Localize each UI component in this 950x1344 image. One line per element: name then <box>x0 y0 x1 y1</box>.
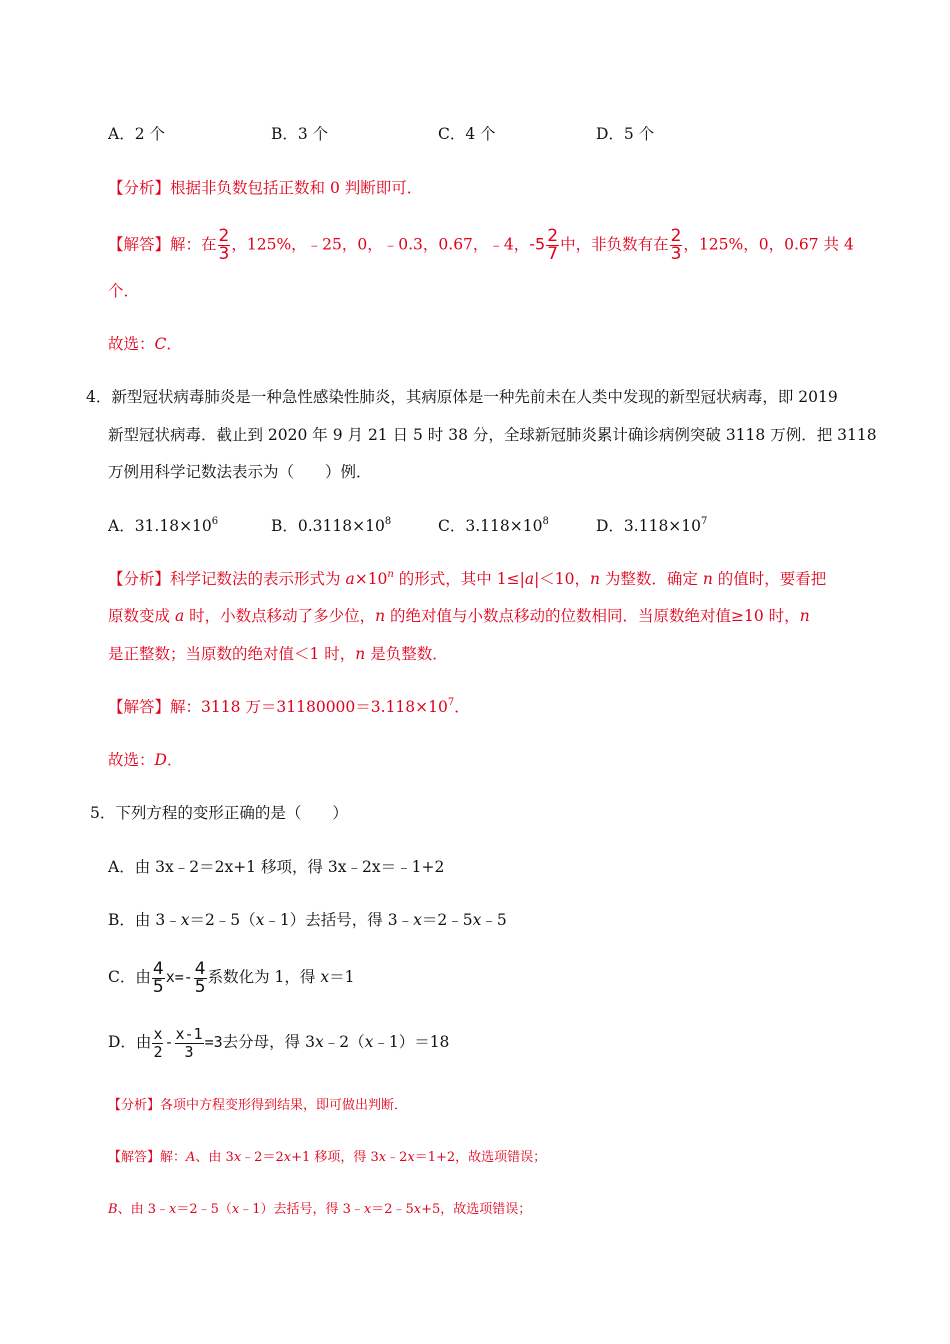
option-text: D．由 <box>108 1033 152 1051</box>
q5-option-c <box>108 957 354 997</box>
option-exponent: 7 <box>701 516 708 527</box>
analysis-text: |＜10， <box>534 570 591 588</box>
q3-option-b: B．3 个 <box>271 125 329 143</box>
answer-text: ﹣2 <box>386 1150 408 1165</box>
frac-numerator: 2 <box>218 226 230 246</box>
frac-denominator: 3 <box>218 244 230 264</box>
choice-prefix: 故选： <box>108 751 155 769</box>
q4-option-c <box>438 515 549 537</box>
var-x: x <box>283 1150 292 1165</box>
answer-exponent: 7 <box>447 697 455 708</box>
option-text: 去分母，得 3 <box>222 1033 315 1051</box>
frac-denominator: 5 <box>152 976 164 997</box>
frac-numerator: 4 <box>152 958 164 979</box>
option-text: ﹣1）＝18 <box>373 1033 450 1051</box>
q4-option-b <box>271 515 391 537</box>
analysis-text: 各项中方程变形得到结果，即可做出判断． <box>160 1098 408 1113</box>
analysis-text: 的绝对值与小数点移动的位数相同．当原数绝对值≥10 时， <box>385 607 800 625</box>
choice-prefix: 故选： <box>108 335 155 353</box>
q3-answer-end: 个． <box>108 282 140 300</box>
choice-letter: D <box>154 751 167 769</box>
analysis-tag: 【分析】 <box>108 179 171 197</box>
var-n: n <box>799 607 810 625</box>
var-x: x <box>314 1033 324 1051</box>
answer-letter: A <box>186 1150 196 1165</box>
fraction-x-1-3 <box>175 1026 204 1061</box>
answer-text: ，125%，﹣25，0，﹣0.3，0.67，﹣4， <box>231 235 530 254</box>
answer-text: ． <box>454 698 470 716</box>
answer-text: ，125%，0，0.67 共 4 <box>683 235 854 254</box>
var-x: x <box>180 911 190 929</box>
answer-text: ＝2﹣5（ <box>176 1202 232 1217</box>
answer-text: 、由 3﹣ <box>117 1202 169 1217</box>
frac-denominator: 5 <box>194 976 206 997</box>
option-text: C．由 <box>108 968 151 986</box>
answer-tag: 【解答】 <box>108 235 171 254</box>
fraction-4-5-second <box>194 958 207 997</box>
answer-text: 解：3118 万＝31180000＝3.118×10 <box>170 698 448 716</box>
var-x: x <box>233 1150 242 1165</box>
choice-end: ． <box>166 335 182 353</box>
option-expression: =3 <box>204 1033 223 1051</box>
q5-option-d <box>108 1022 449 1062</box>
var-x: x <box>363 1202 372 1217</box>
fraction-2-3 <box>218 228 231 263</box>
q4-stem-line2: 新型冠状病毒．截止到 2020 年 9 月 21 日 5 时 38 分，全球新冠肺炎累计确诊病例突破 3118 万例．把 3118 <box>108 426 877 444</box>
choice-end: ． <box>166 751 183 769</box>
analysis-text: ×10 <box>354 570 388 588</box>
answer-text: +5，故选项错误； <box>421 1202 532 1217</box>
frac-denominator: 7 <box>547 244 559 264</box>
q3-answer <box>108 228 854 263</box>
frac-denominator: 3 <box>670 244 682 264</box>
frac-numerator: x <box>153 1024 163 1043</box>
analysis-text: 是正整数；当原数的绝对值＜1 时， <box>108 645 356 663</box>
option-text: C．3.118×10 <box>438 517 543 535</box>
var-a: a <box>174 607 185 625</box>
var-x: x <box>231 1202 240 1217</box>
option-text: D．3.118×10 <box>596 517 702 535</box>
answer-text: 中，非负数有在 <box>560 235 669 254</box>
q3-option-c: C．4 个 <box>438 125 496 143</box>
var-x: x <box>168 1202 177 1217</box>
q4-option-d <box>596 515 707 537</box>
analysis-text: 的形式，其中 1≤| <box>393 570 525 588</box>
fraction-4-5 <box>152 958 165 997</box>
analysis-text: 为整数．确定 <box>600 570 703 588</box>
answer-text: 解：在 <box>170 235 217 254</box>
frac-numerator: 2 <box>670 226 682 246</box>
option-text: ＝1 <box>329 968 355 986</box>
option-exponent: 6 <box>211 516 219 527</box>
var-n: n <box>375 607 386 625</box>
analysis-text: 是负整数． <box>365 645 448 663</box>
var-n: n <box>355 645 366 663</box>
var-x: x <box>255 911 265 929</box>
q4-option-a <box>108 515 218 537</box>
analysis-text: 原数变成 <box>108 607 175 625</box>
frac-denominator: 2 <box>153 1042 163 1061</box>
q5-answer-line1 <box>108 1147 546 1169</box>
var-x: x <box>413 1202 422 1217</box>
var-x: x <box>472 911 482 929</box>
var-n: n <box>702 570 713 588</box>
q4-stem-line3: 万例用科学记数法表示为（ ）例． <box>108 463 372 481</box>
answer-text: ﹣1）去括号，得 3﹣ <box>239 1202 364 1217</box>
choice-letter: C <box>154 335 167 353</box>
var-x: x <box>320 968 330 986</box>
analysis-tag: 【分析】 <box>108 1098 161 1113</box>
q4-choice <box>108 749 182 771</box>
option-text: A．31.18×10 <box>108 517 212 535</box>
fraction-2-3-second <box>670 228 683 263</box>
option-text: ＝2﹣5（ <box>189 911 256 929</box>
option-text: B．0.3118×10 <box>271 517 385 535</box>
frac-denominator: 3 <box>184 1042 194 1061</box>
answer-text: 解： <box>160 1150 187 1165</box>
var-a: a <box>524 570 535 588</box>
option-text: B．由 3﹣ <box>108 911 181 929</box>
q3-choice <box>108 333 182 355</box>
analysis-tag: 【分析】 <box>108 570 171 588</box>
var-n: n <box>387 569 394 580</box>
var-a: a <box>345 570 355 588</box>
answer-text: 、由 3 <box>195 1150 234 1165</box>
answer-text: ＝2﹣5 <box>371 1202 414 1217</box>
var-x: x <box>378 1150 387 1165</box>
q5-option-b <box>108 909 507 931</box>
fraction-2-7 <box>546 228 559 263</box>
q3-option-a: A．2 个 <box>108 125 165 143</box>
option-text: 系数化为 1，得 <box>207 968 321 986</box>
q3-option-d: D．5 个 <box>596 125 655 143</box>
frac-numerator: x-1 <box>175 1024 203 1043</box>
option-expression: - <box>164 1033 174 1051</box>
var-x: x <box>364 1033 374 1051</box>
answer-text: ﹣2＝2 <box>241 1150 284 1165</box>
q5-answer-line2 <box>108 1199 531 1221</box>
q3-analysis <box>108 177 422 199</box>
option-exponent: 8 <box>384 516 392 527</box>
frac-numerator: 2 <box>547 226 559 246</box>
answer-tag: 【解答】 <box>108 1150 161 1165</box>
option-expression: x=- <box>165 968 193 986</box>
fraction-x-2 <box>152 1026 163 1061</box>
q4-stem-line1: 4．新型冠状病毒肺炎是一种急性感染性肺炎，其病原体是一种先前未在人类中发现的新型冠状病毒，即 2019 <box>86 388 838 406</box>
analysis-text: 科学记数法的表示形式为 <box>170 570 346 588</box>
var-x: x <box>407 1150 415 1165</box>
var-x: x <box>413 911 422 929</box>
q5-option-a: A．由 3x﹣2＝2x+1 移项，得 3x﹣2x＝﹣1+2 <box>108 858 445 876</box>
q4-analysis-line1 <box>108 568 826 590</box>
option-text: ﹣2（ <box>323 1033 365 1051</box>
option-text: ﹣5 <box>481 911 507 929</box>
q4-analysis-line2 <box>108 605 810 627</box>
q5-analysis <box>108 1095 407 1117</box>
answer-text: +1 移项，得 3 <box>291 1150 379 1165</box>
option-exponent: 8 <box>542 516 549 527</box>
q5-stem: 5．下列方程的变形正确的是（ ） <box>90 804 348 822</box>
answer-letter: B <box>108 1202 118 1217</box>
mixed-number-whole: -5 <box>529 234 546 254</box>
var-n: n <box>590 570 600 588</box>
q4-answer <box>108 696 470 718</box>
analysis-text: 的值时，要看把 <box>712 570 827 588</box>
analysis-text: 根据非负数包括正数和 0 判断即可． <box>170 179 423 197</box>
analysis-text: 时，小数点移动了多少位， <box>184 607 376 625</box>
option-text: ﹣1）去括号，得 3﹣ <box>264 911 414 929</box>
option-text: ＝2﹣5 <box>421 911 473 929</box>
answer-tag: 【解答】 <box>108 698 171 716</box>
answer-text: ＝1+2，故选项错误； <box>414 1150 547 1165</box>
frac-numerator: 4 <box>194 958 206 979</box>
q4-analysis-line3 <box>108 643 448 665</box>
